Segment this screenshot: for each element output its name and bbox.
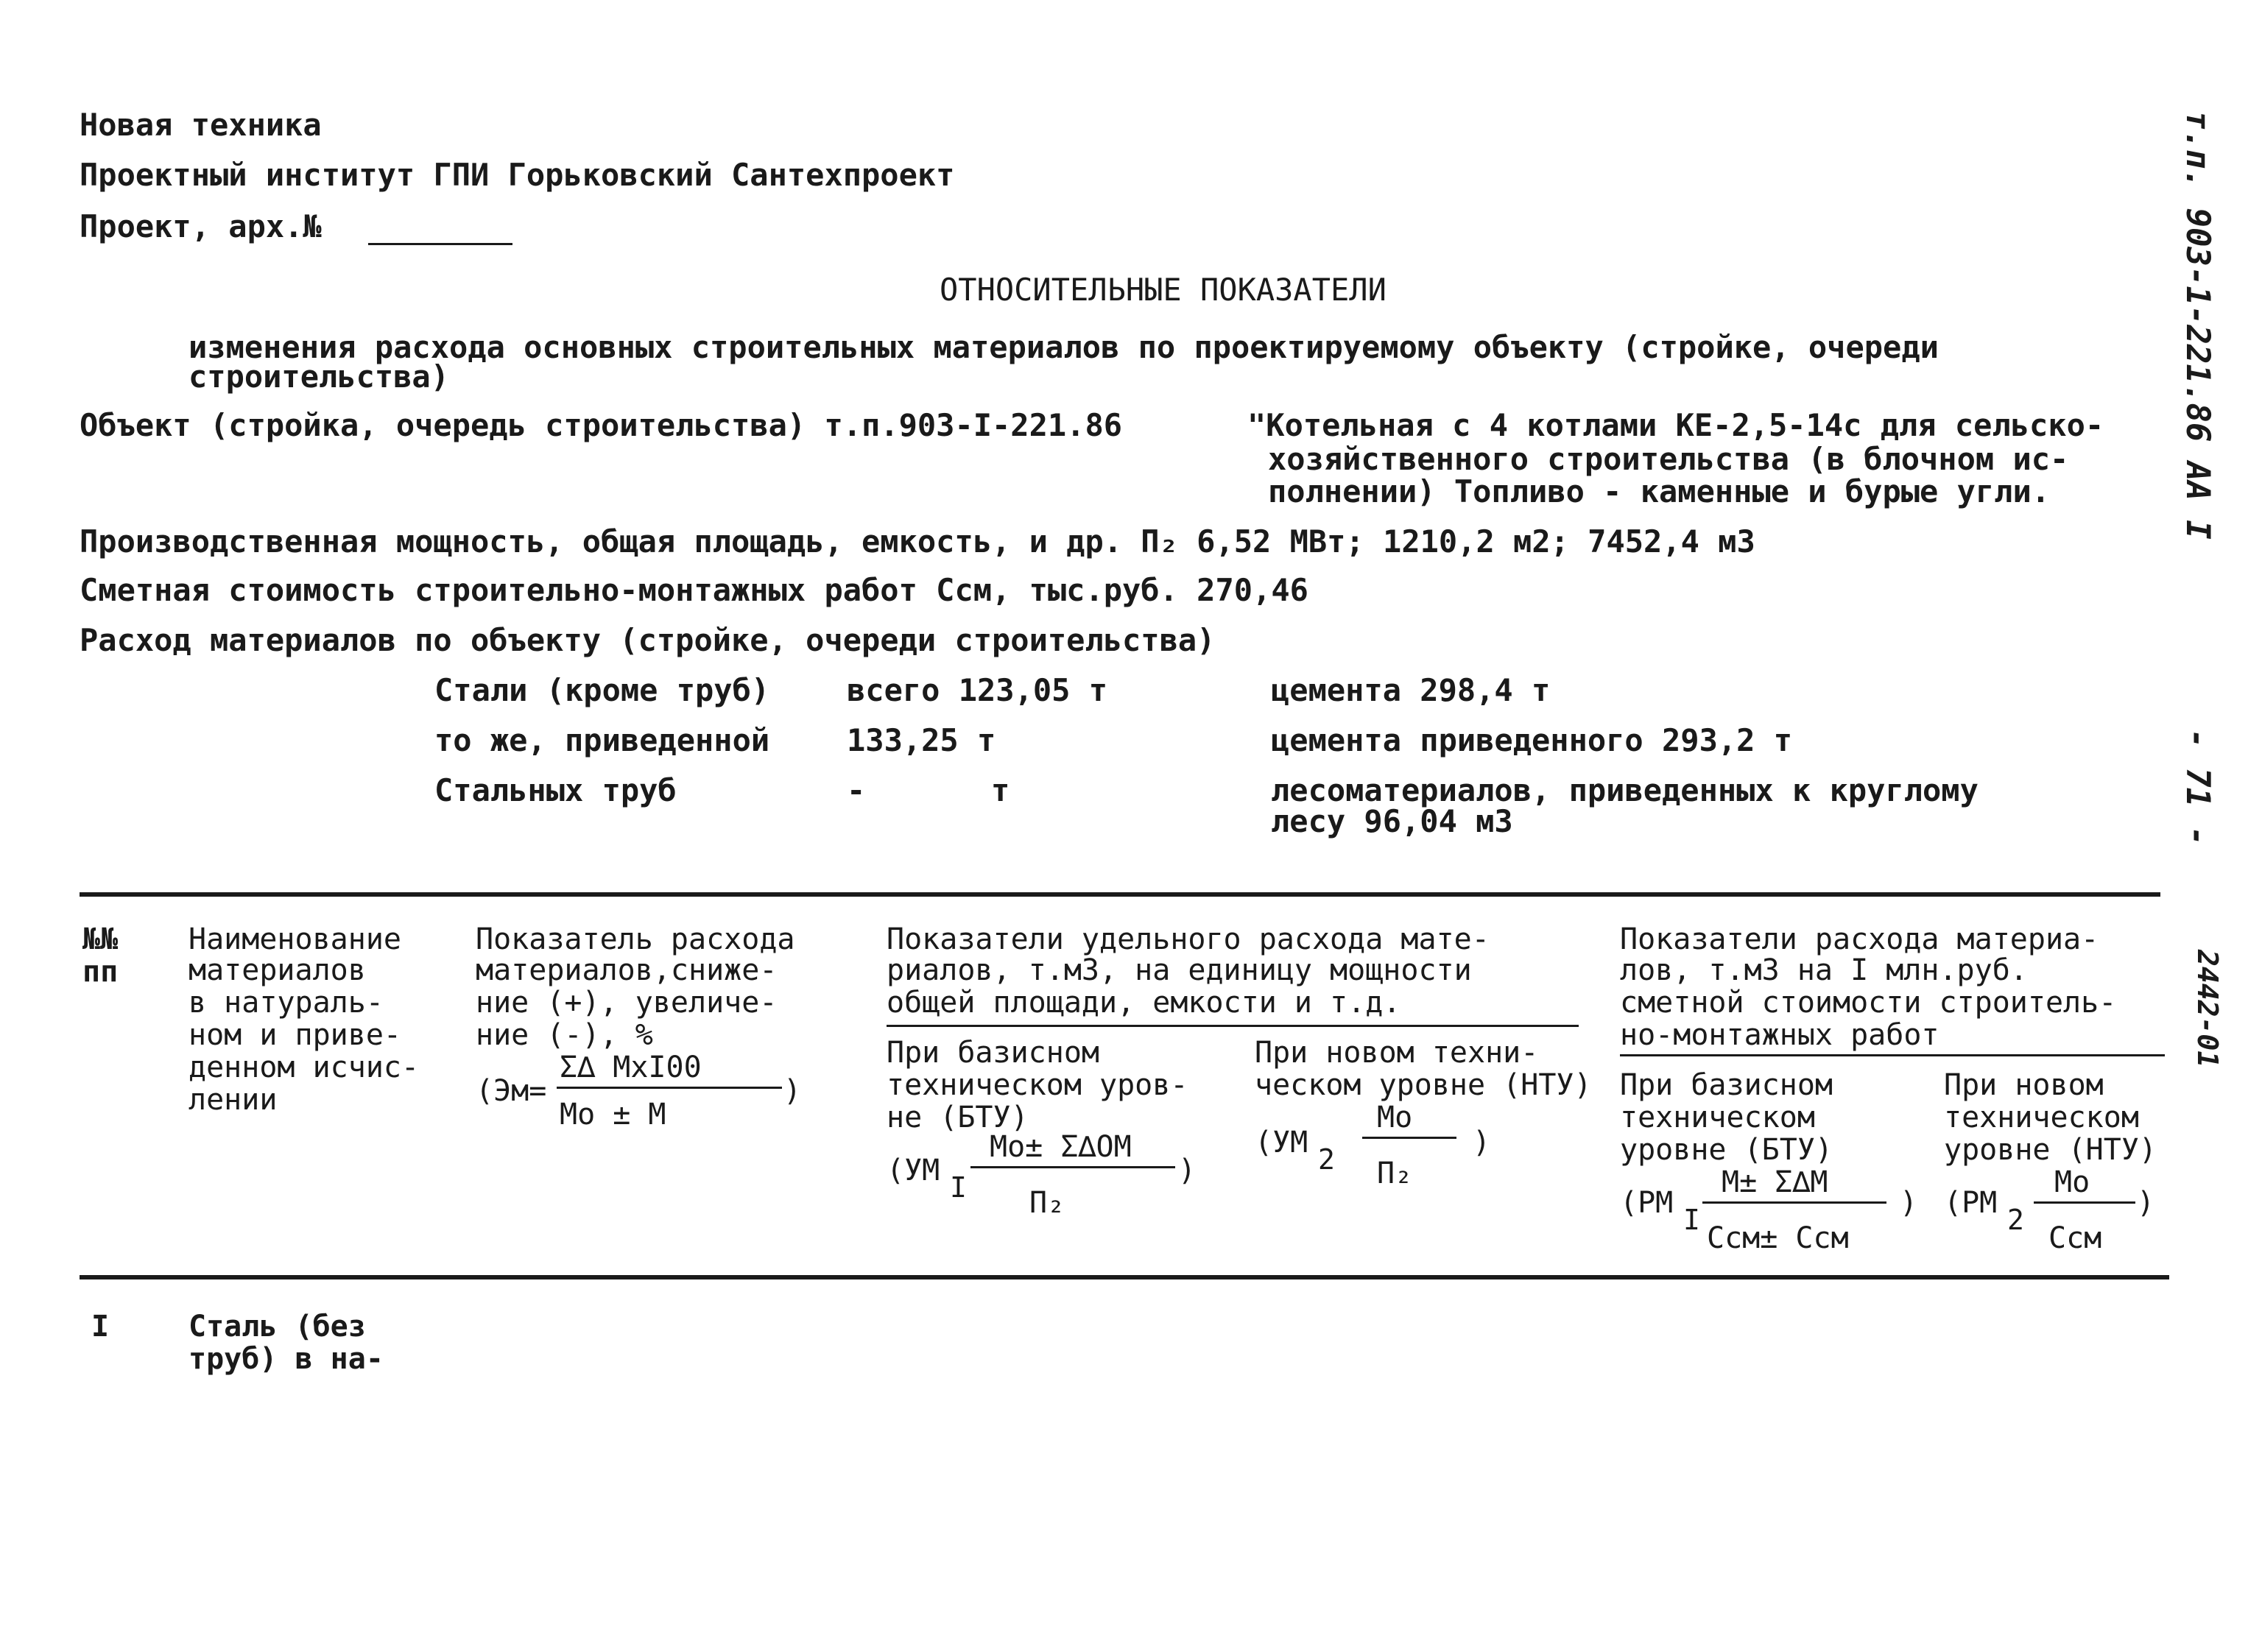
col5a-line: уровне (БТУ) [1620, 1133, 1833, 1167]
subtitle-line-1: изменения расхода основных строительных материалов по проектируемому объекту (стройке, очереди [188, 329, 1939, 365]
pipes-unit: т [991, 772, 1010, 808]
col4a-fraction-bar [970, 1166, 1175, 1168]
col4a-subscript: I [950, 1171, 967, 1204]
table-top-rule [80, 892, 2160, 897]
header-new-technology: Новая техника [80, 107, 322, 143]
col5a-line: техническом [1620, 1101, 1815, 1134]
col4a-line: не (БТУ) [887, 1101, 1029, 1134]
col5b-denominator: Ссм [2048, 1221, 2102, 1255]
col4a-denominator: П₂ [1029, 1186, 1065, 1220]
col2-line: денном исчис- [188, 1051, 420, 1084]
col4-head-line: общей площади, емкости и т.д. [887, 986, 1401, 1020]
col5-head-underline [1620, 1054, 2165, 1056]
col2-line: в натураль- [188, 986, 384, 1020]
col4-head-line: риалов, т.м3, на единицу мощности [887, 953, 1472, 987]
col4b-subscript: 2 [1318, 1143, 1335, 1176]
col2-line: ном и приве- [188, 1018, 401, 1052]
col3-formula-numerator: Σ∆ МхI00 [560, 1051, 702, 1084]
col1-header-line-2: пп [82, 955, 119, 989]
side-code: 2442-01 [2191, 950, 2224, 1068]
col3-line: ние (+), увеличе- [476, 986, 778, 1020]
col5a-numerator: М± Σ∆М [1722, 1165, 1828, 1199]
col4a-line: При базисном [887, 1036, 1099, 1070]
col3-formula-prefix: (Эм= [476, 1074, 547, 1108]
col4b-denominator: П₂ [1377, 1157, 1413, 1190]
col4b-numerator: Мо [1377, 1101, 1413, 1134]
col2-line: Наименование [188, 922, 401, 956]
header-institute: Проектный институт ГПИ Горьковский Сантехпроект [80, 157, 955, 193]
col5b-line: техническом [1944, 1101, 2139, 1134]
col5a-fraction-bar [1702, 1201, 1886, 1204]
col3-line: Показатель расхода [476, 922, 795, 956]
col5b-fraction-bar [2034, 1201, 2135, 1204]
side-stamp-project: т.п. 903-1-221.86 АА I [2179, 110, 2216, 540]
object-label: Объект (стройка, очередь строительства) т.п.903-I-221.86 [80, 407, 1123, 443]
col2-line: материалов [188, 953, 366, 987]
col5b-subscript: 2 [2007, 1204, 2024, 1236]
col5b-prefix: (РМ [1944, 1186, 1998, 1220]
document-title: ОТНОСИТЕЛЬНЫЕ ПОКАЗАТЕЛИ [940, 272, 1387, 308]
col4b-line: При новом техни- [1255, 1036, 1539, 1070]
col5-head-line: но-монтажных работ [1620, 1018, 1939, 1052]
row1-material-line-1: Сталь (без [188, 1310, 366, 1344]
subtitle-line-2: строительства) [188, 359, 450, 395]
col4a-close: ) [1178, 1154, 1197, 1187]
col5-head-line: Показатели расхода материа- [1620, 922, 2099, 956]
col5a-line: При базисном [1620, 1068, 1833, 1102]
object-value-line-1: "Котельная с 4 котлами КЕ-2,5-14с для сельско- [1247, 407, 2104, 443]
col5-head-line: лов, т.м3 на I млн.руб. [1620, 953, 2028, 987]
col3-line: материалов,сниже- [476, 953, 778, 987]
col5a-denominator: Ссм± Ссм [1707, 1221, 1849, 1255]
col4a-prefix: (УМ [887, 1154, 940, 1187]
object-value-line-2: хозяйственного строительства (в блочном ис- [1268, 441, 2069, 477]
cost-line: Сметная стоимость строительно-монтажных работ Ссм, тыс.руб. 270,46 [80, 572, 1308, 608]
col5-head-line: сметной стоимости строитель- [1620, 986, 2117, 1020]
row1-number: I [91, 1310, 110, 1344]
col5b-line: При новом [1944, 1068, 2104, 1102]
col2-line: лении [188, 1083, 278, 1117]
steel-label: Стали (кроме труб) [434, 672, 770, 708]
steel-reduced-value: 133,25 т [847, 722, 996, 758]
wood-line-2: лесу 96,04 м3 [1271, 803, 1513, 839]
col3-fraction-bar [557, 1087, 782, 1089]
col5a-subscript: I [1683, 1204, 1700, 1236]
steel-value: всего 123,05 т [847, 672, 1108, 708]
steel-reduced-label: то же, приведенной [434, 722, 770, 758]
col4-head-line: Показатели удельного расхода мате- [887, 922, 1490, 956]
col4b-fraction-bar [1362, 1137, 1456, 1139]
col3-formula-denominator: Мо ± М [560, 1098, 666, 1132]
col4b-close: ) [1473, 1126, 1491, 1159]
col5b-close: ) [2137, 1186, 2155, 1220]
table-header-bottom-rule [80, 1275, 2169, 1279]
col4-head-underline [887, 1025, 1579, 1027]
pipes-dash: - [847, 772, 866, 808]
col4b-prefix: (УМ [1255, 1126, 1308, 1159]
pipes-label: Стальных труб [434, 772, 677, 808]
cement-value: цемента 298,4 т [1271, 672, 1551, 708]
row1-material-line-2: труб) в на- [188, 1342, 384, 1376]
wood-line-1: лесоматериалов, приведенных к круглому [1271, 772, 1979, 808]
object-value-line-3: полнении) Топливо - каменные и бурые угли. [1268, 473, 2051, 509]
col5b-line: уровне (НТУ) [1944, 1133, 2157, 1167]
col4a-line: техническом уров- [887, 1068, 1188, 1102]
col4b-line: ческом уровне (НТУ) [1255, 1068, 1592, 1102]
col5b-numerator: Мо [2054, 1165, 2090, 1199]
col3-line: ние (-), % [476, 1018, 653, 1052]
col1-header-line-1: №№ [82, 922, 119, 956]
col5a-prefix: (РМ [1620, 1186, 1674, 1220]
cement-reduced-value: цемента приведенного 293,2 т [1271, 722, 1793, 758]
consumption-title: Расход материалов по объекту (стройке, очереди строительства) [80, 622, 1216, 658]
side-page-number: - 71 - [2179, 729, 2216, 846]
capacity-line: Производственная мощность, общая площадь, емкость, и др. П₂ 6,52 МВт; 1210,2 м2; 7452,4 м3 [80, 523, 1755, 560]
header-project-archive: Проект, арх.№ [80, 208, 322, 244]
col3-formula-suffix: ) [783, 1074, 802, 1108]
archive-number-blank [368, 243, 512, 245]
col5a-close: ) [1900, 1186, 1918, 1220]
col4a-numerator: Мо± Σ∆ОМ [990, 1130, 1132, 1164]
